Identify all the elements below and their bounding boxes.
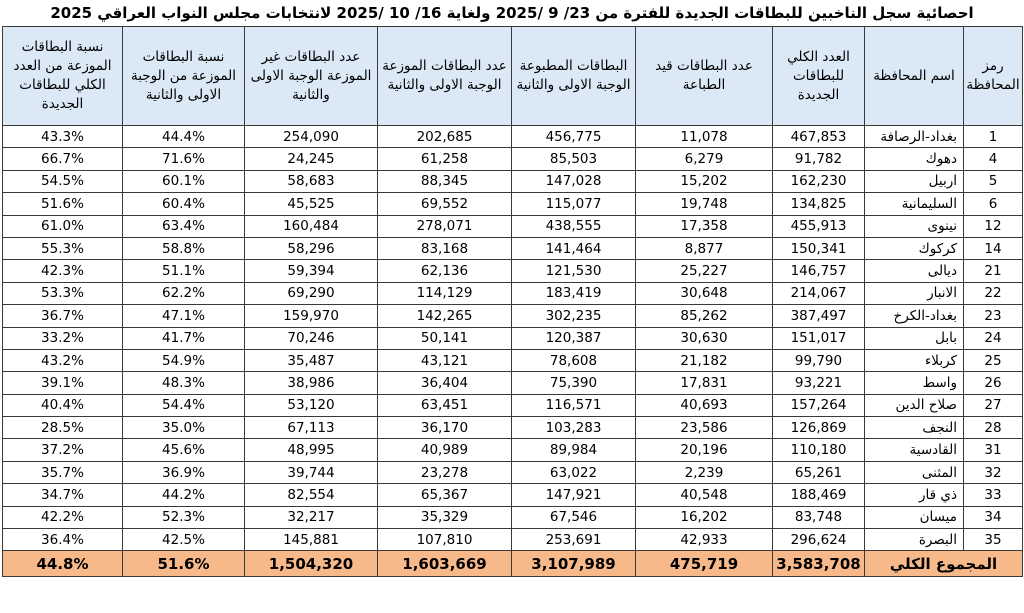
undistributed-cell: 32,217 bbox=[245, 506, 378, 528]
pct-batches-cell: 54.9% bbox=[123, 349, 245, 371]
pct-batches-cell: 51.1% bbox=[123, 260, 245, 282]
pct-batches-cell: 44.4% bbox=[123, 126, 245, 148]
code-cell: 28 bbox=[964, 417, 1023, 439]
pct-total-cell: 36.4% bbox=[3, 529, 123, 551]
pct-batches-cell: 42.5% bbox=[123, 529, 245, 551]
table-row bbox=[3, 126, 1023, 148]
pct-total-cell: 43.3% bbox=[3, 126, 123, 148]
printed-cell: 253,691 bbox=[512, 529, 636, 551]
table-row bbox=[3, 282, 1023, 304]
governorate-cell: ديالى bbox=[865, 260, 964, 282]
pct-total-cell: 28.5% bbox=[3, 417, 123, 439]
code-cell: 26 bbox=[964, 372, 1023, 394]
total-cell: 3,107,989 bbox=[512, 551, 636, 577]
pct-batches-cell: 58.8% bbox=[123, 237, 245, 259]
undistributed-cell: 53,120 bbox=[245, 394, 378, 416]
distributed-cell: 23,278 bbox=[378, 461, 512, 483]
printing-cell: 19,748 bbox=[636, 193, 773, 215]
col-header-governorate: اسم المحافظة bbox=[865, 27, 964, 126]
code-cell: 27 bbox=[964, 394, 1023, 416]
code-cell: 1 bbox=[964, 126, 1023, 148]
table-row bbox=[3, 394, 1023, 416]
col-header-printing: عدد البطاقات قيد الطباعة bbox=[636, 27, 773, 126]
printed-cell: 147,921 bbox=[512, 484, 636, 506]
undistributed-cell: 70,246 bbox=[245, 327, 378, 349]
total-cards-cell: 126,869 bbox=[773, 417, 865, 439]
total-cards-cell: 296,624 bbox=[773, 529, 865, 551]
pct-batches-cell: 60.4% bbox=[123, 193, 245, 215]
undistributed-cell: 58,296 bbox=[245, 237, 378, 259]
pct-total-cell: 42.3% bbox=[3, 260, 123, 282]
page-title: احصائية سجل الناخبين للبطاقات الجديدة للفترة من 23/ 9 /2025 ولغاية 16/ 10 /2025 لانتخابات مجلس النواب العراقي 2025 bbox=[50, 4, 974, 22]
governorate-cell: البصرة bbox=[865, 529, 964, 551]
printed-cell: 78,608 bbox=[512, 349, 636, 371]
printing-cell: 21,182 bbox=[636, 349, 773, 371]
printed-cell: 85,503 bbox=[512, 148, 636, 170]
printing-cell: 17,358 bbox=[636, 215, 773, 237]
total-cards-cell: 83,748 bbox=[773, 506, 865, 528]
total-cards-cell: 467,853 bbox=[773, 126, 865, 148]
pct-batches-cell: 41.7% bbox=[123, 327, 245, 349]
governorate-cell: كربلاء bbox=[865, 349, 964, 371]
pct-batches-cell: 36.9% bbox=[123, 461, 245, 483]
distributed-cell: 142,265 bbox=[378, 305, 512, 327]
printed-cell: 302,235 bbox=[512, 305, 636, 327]
printing-cell: 23,586 bbox=[636, 417, 773, 439]
table-row bbox=[3, 349, 1023, 371]
pct-total-cell: 42.2% bbox=[3, 506, 123, 528]
col-header-code: رمز المحافظة bbox=[964, 27, 1023, 126]
total-cards-cell: 146,757 bbox=[773, 260, 865, 282]
total-cell: 51.6% bbox=[123, 551, 245, 577]
pct-total-cell: 34.7% bbox=[3, 484, 123, 506]
code-cell: 21 bbox=[964, 260, 1023, 282]
pct-batches-cell: 48.3% bbox=[123, 372, 245, 394]
printing-cell: 40,548 bbox=[636, 484, 773, 506]
printing-cell: 20,196 bbox=[636, 439, 773, 461]
governorate-cell: بغداد-الكرخ bbox=[865, 305, 964, 327]
col-header-undistributed: عدد البطاقات غير الموزعة الوجبة الاولى والثانية bbox=[245, 27, 378, 126]
total-cell: 1,504,320 bbox=[245, 551, 378, 577]
printing-cell: 11,078 bbox=[636, 126, 773, 148]
code-cell: 14 bbox=[964, 237, 1023, 259]
distributed-cell: 62,136 bbox=[378, 260, 512, 282]
undistributed-cell: 69,290 bbox=[245, 282, 378, 304]
governorate-cell: نينوى bbox=[865, 215, 964, 237]
pct-total-cell: 36.7% bbox=[3, 305, 123, 327]
table-row bbox=[3, 260, 1023, 282]
distributed-cell: 50,141 bbox=[378, 327, 512, 349]
code-cell: 25 bbox=[964, 349, 1023, 371]
printing-cell: 17,831 bbox=[636, 372, 773, 394]
printed-cell: 183,419 bbox=[512, 282, 636, 304]
printed-cell: 438,555 bbox=[512, 215, 636, 237]
printing-cell: 40,693 bbox=[636, 394, 773, 416]
undistributed-cell: 48,995 bbox=[245, 439, 378, 461]
table-row bbox=[3, 372, 1023, 394]
pct-total-cell: 33.2% bbox=[3, 327, 123, 349]
table-row bbox=[3, 170, 1023, 192]
pct-batches-cell: 47.1% bbox=[123, 305, 245, 327]
pct-batches-cell: 60.1% bbox=[123, 170, 245, 192]
pct-batches-cell: 35.0% bbox=[123, 417, 245, 439]
distributed-cell: 43,121 bbox=[378, 349, 512, 371]
governorate-cell: صلاح الدين bbox=[865, 394, 964, 416]
table-row bbox=[3, 327, 1023, 349]
total-cell: 44.8% bbox=[3, 551, 123, 577]
table-row bbox=[3, 193, 1023, 215]
total-cards-cell: 188,469 bbox=[773, 484, 865, 506]
governorate-cell: واسط bbox=[865, 372, 964, 394]
printing-cell: 8,877 bbox=[636, 237, 773, 259]
pct-total-cell: 66.7% bbox=[3, 148, 123, 170]
total-cards-cell: 134,825 bbox=[773, 193, 865, 215]
distributed-cell: 202,685 bbox=[378, 126, 512, 148]
pct-batches-cell: 63.4% bbox=[123, 215, 245, 237]
distributed-cell: 83,168 bbox=[378, 237, 512, 259]
governorate-cell: القادسية bbox=[865, 439, 964, 461]
distributed-cell: 88,345 bbox=[378, 170, 512, 192]
total-cell: 475,719 bbox=[636, 551, 773, 577]
undistributed-cell: 58,683 bbox=[245, 170, 378, 192]
pct-total-cell: 37.2% bbox=[3, 439, 123, 461]
col-header-printed: البطاقات المطبوعة الوجبة الاولى والثانية bbox=[512, 27, 636, 126]
printed-cell: 103,283 bbox=[512, 417, 636, 439]
governorate-cell: المثنى bbox=[865, 461, 964, 483]
undistributed-cell: 38,986 bbox=[245, 372, 378, 394]
pct-batches-cell: 44.2% bbox=[123, 484, 245, 506]
distributed-cell: 114,129 bbox=[378, 282, 512, 304]
code-cell: 6 bbox=[964, 193, 1023, 215]
printing-cell: 30,630 bbox=[636, 327, 773, 349]
undistributed-cell: 67,113 bbox=[245, 417, 378, 439]
total-label: المجموع الكلي bbox=[865, 551, 1023, 577]
code-cell: 34 bbox=[964, 506, 1023, 528]
printing-cell: 2,239 bbox=[636, 461, 773, 483]
code-cell: 12 bbox=[964, 215, 1023, 237]
undistributed-cell: 82,554 bbox=[245, 484, 378, 506]
printing-cell: 42,933 bbox=[636, 529, 773, 551]
undistributed-cell: 39,744 bbox=[245, 461, 378, 483]
total-cards-cell: 110,180 bbox=[773, 439, 865, 461]
total-row bbox=[3, 551, 1023, 577]
distributed-cell: 36,170 bbox=[378, 417, 512, 439]
pct-batches-cell: 54.4% bbox=[123, 394, 245, 416]
printed-cell: 67,546 bbox=[512, 506, 636, 528]
distributed-cell: 65,367 bbox=[378, 484, 512, 506]
governorate-cell: دهوك bbox=[865, 148, 964, 170]
printed-cell: 63,022 bbox=[512, 461, 636, 483]
printing-cell: 25,227 bbox=[636, 260, 773, 282]
code-cell: 33 bbox=[964, 484, 1023, 506]
pct-total-cell: 39.1% bbox=[3, 372, 123, 394]
table-row bbox=[3, 417, 1023, 439]
undistributed-cell: 24,245 bbox=[245, 148, 378, 170]
table-row bbox=[3, 506, 1023, 528]
pct-total-cell: 55.3% bbox=[3, 237, 123, 259]
undistributed-cell: 160,484 bbox=[245, 215, 378, 237]
printed-cell: 116,571 bbox=[512, 394, 636, 416]
code-cell: 35 bbox=[964, 529, 1023, 551]
voter-cards-table bbox=[2, 26, 1023, 577]
code-cell: 31 bbox=[964, 439, 1023, 461]
total-cell: 3,583,708 bbox=[773, 551, 865, 577]
col-header-pct-batches: نسبة البطاقات الموزعة من الوجبة الاولى والثانية bbox=[123, 27, 245, 126]
printed-cell: 141,464 bbox=[512, 237, 636, 259]
header-row bbox=[3, 27, 1023, 126]
pct-total-cell: 35.7% bbox=[3, 461, 123, 483]
printing-cell: 6,279 bbox=[636, 148, 773, 170]
col-header-distributed: عدد البطاقات الموزعة الوجبة الاولى والثانية bbox=[378, 27, 512, 126]
printed-cell: 75,390 bbox=[512, 372, 636, 394]
total-cards-cell: 387,497 bbox=[773, 305, 865, 327]
code-cell: 4 bbox=[964, 148, 1023, 170]
governorate-cell: السليمانية bbox=[865, 193, 964, 215]
distributed-cell: 36,404 bbox=[378, 372, 512, 394]
printing-cell: 30,648 bbox=[636, 282, 773, 304]
printing-cell: 16,202 bbox=[636, 506, 773, 528]
governorate-cell: بغداد-الرصافة bbox=[865, 126, 964, 148]
pct-total-cell: 54.5% bbox=[3, 170, 123, 192]
pct-total-cell: 40.4% bbox=[3, 394, 123, 416]
total-cards-cell: 65,261 bbox=[773, 461, 865, 483]
table-row bbox=[3, 439, 1023, 461]
pct-total-cell: 43.2% bbox=[3, 349, 123, 371]
distributed-cell: 107,810 bbox=[378, 529, 512, 551]
code-cell: 24 bbox=[964, 327, 1023, 349]
total-cards-cell: 455,913 bbox=[773, 215, 865, 237]
undistributed-cell: 35,487 bbox=[245, 349, 378, 371]
pct-total-cell: 51.6% bbox=[3, 193, 123, 215]
distributed-cell: 278,071 bbox=[378, 215, 512, 237]
printing-cell: 15,202 bbox=[636, 170, 773, 192]
table-row bbox=[3, 237, 1023, 259]
total-cards-cell: 150,341 bbox=[773, 237, 865, 259]
distributed-cell: 35,329 bbox=[378, 506, 512, 528]
undistributed-cell: 254,090 bbox=[245, 126, 378, 148]
table-row bbox=[3, 484, 1023, 506]
table-row bbox=[3, 529, 1023, 551]
undistributed-cell: 59,394 bbox=[245, 260, 378, 282]
total-cards-cell: 91,782 bbox=[773, 148, 865, 170]
governorate-cell: بابل bbox=[865, 327, 964, 349]
table-row bbox=[3, 461, 1023, 483]
col-header-pct-total: نسبة البطاقات الموزعة من العدد الكلي للبطاقات الجديدة bbox=[3, 27, 123, 126]
governorate-cell: اربيل bbox=[865, 170, 964, 192]
total-cell: 1,603,669 bbox=[378, 551, 512, 577]
table-row bbox=[3, 215, 1023, 237]
governorate-cell: الانبار bbox=[865, 282, 964, 304]
total-cards-cell: 151,017 bbox=[773, 327, 865, 349]
code-cell: 22 bbox=[964, 282, 1023, 304]
printed-cell: 89,984 bbox=[512, 439, 636, 461]
undistributed-cell: 145,881 bbox=[245, 529, 378, 551]
total-cards-cell: 214,067 bbox=[773, 282, 865, 304]
total-cards-cell: 157,264 bbox=[773, 394, 865, 416]
distributed-cell: 69,552 bbox=[378, 193, 512, 215]
printed-cell: 115,077 bbox=[512, 193, 636, 215]
governorate-cell: ذي قار bbox=[865, 484, 964, 506]
col-header-total-cards: العدد الكلي للبطاقات الجديدة bbox=[773, 27, 865, 126]
undistributed-cell: 159,970 bbox=[245, 305, 378, 327]
distributed-cell: 40,989 bbox=[378, 439, 512, 461]
total-cards-cell: 99,790 bbox=[773, 349, 865, 371]
undistributed-cell: 45,525 bbox=[245, 193, 378, 215]
code-cell: 32 bbox=[964, 461, 1023, 483]
governorate-cell: النجف bbox=[865, 417, 964, 439]
printed-cell: 456,775 bbox=[512, 126, 636, 148]
distributed-cell: 61,258 bbox=[378, 148, 512, 170]
total-cards-cell: 93,221 bbox=[773, 372, 865, 394]
code-cell: 23 bbox=[964, 305, 1023, 327]
total-cards-cell: 162,230 bbox=[773, 170, 865, 192]
pct-batches-cell: 71.6% bbox=[123, 148, 245, 170]
printed-cell: 147,028 bbox=[512, 170, 636, 192]
pct-total-cell: 53.3% bbox=[3, 282, 123, 304]
code-cell: 5 bbox=[964, 170, 1023, 192]
printing-cell: 85,262 bbox=[636, 305, 773, 327]
table-row bbox=[3, 305, 1023, 327]
governorate-cell: ميسان bbox=[865, 506, 964, 528]
pct-batches-cell: 62.2% bbox=[123, 282, 245, 304]
pct-batches-cell: 52.3% bbox=[123, 506, 245, 528]
pct-batches-cell: 45.6% bbox=[123, 439, 245, 461]
printed-cell: 121,530 bbox=[512, 260, 636, 282]
governorate-cell: كركوك bbox=[865, 237, 964, 259]
table-row bbox=[3, 148, 1023, 170]
distributed-cell: 63,451 bbox=[378, 394, 512, 416]
pct-total-cell: 61.0% bbox=[3, 215, 123, 237]
printed-cell: 120,387 bbox=[512, 327, 636, 349]
